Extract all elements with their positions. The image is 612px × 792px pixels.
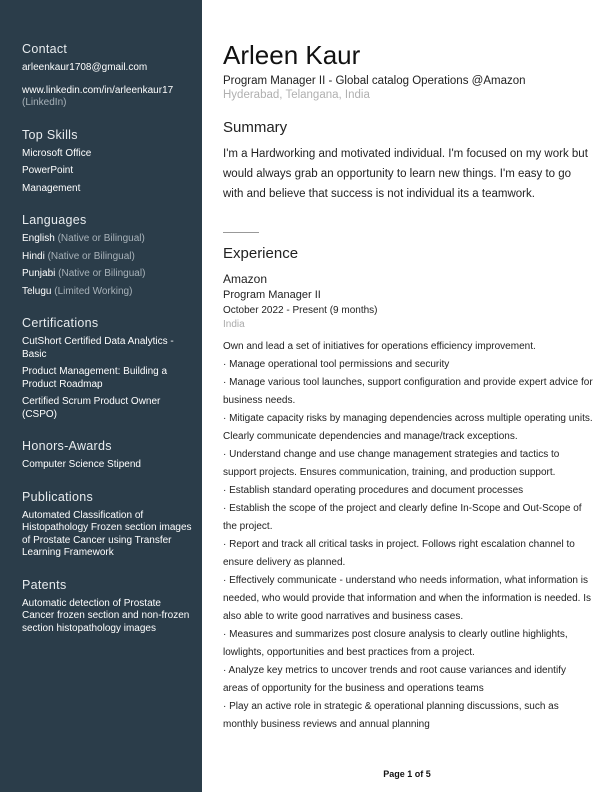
description-bullet: · Report and track all critical tasks in project. Follows right escalation channel to ensure delivery as planned.: [223, 539, 575, 568]
email-link[interactable]: arleenkaur1708@gmail.com: [22, 62, 148, 73]
certification-item: CutShort Certified Data Analytics - Basic: [22, 336, 174, 360]
linkedin-link[interactable]: www.linkedin.com/in/arleenkaur17: [22, 84, 174, 96]
certification-item: Product Management: Building a Product Roadmap: [22, 366, 168, 390]
description-bullet: · Understand change and use change management strategies and tactics to support projects. Ensures communication, training, and production support.: [223, 449, 560, 478]
description-line: Own and lead a set of initiatives for operations efficiency improvement.: [223, 341, 536, 352]
job-location: India: [223, 319, 245, 330]
experience-heading: Experience: [223, 245, 299, 262]
honor-item: Computer Science Stipend: [22, 459, 141, 470]
language-level: (Limited Working): [54, 285, 133, 297]
section-divider: [223, 232, 259, 233]
main-content: [223, 40, 593, 734]
honors-heading: Honors-Awards: [22, 439, 112, 453]
languages-section: [22, 213, 194, 298]
summary-text: I'm a Hardworking and motivated individual. I'm focused on my work but would always grab an opportunity to learn new things. I'm easy to go with and believe that success is not individual its a teamwork.: [223, 148, 588, 200]
description-bullet: · Play an active role in strategic & operational planning discussions, such as monthly business reviews and annual planning: [223, 701, 559, 730]
skill-item: Microsoft Office: [22, 147, 92, 159]
language-level: (Native or Bilingual): [57, 233, 145, 244]
contact-heading: Contact: [22, 42, 68, 56]
job-dates: October 2022 - Present (9 months): [223, 305, 378, 316]
sidebar: [0, 0, 202, 792]
patents-heading: Patents: [22, 577, 67, 592]
profile-headline: Program Manager II - Global catalog Operations @Amazon: [223, 75, 526, 87]
job-description: [223, 338, 593, 734]
description-bullet: · Establish standard operating procedures and document processes: [223, 485, 524, 496]
skill-item: Management: [22, 182, 81, 194]
language-item: [22, 286, 194, 299]
patent-item: Automatic detection of Prostate Cancer frozen section and non-frozen section histopathology images: [22, 597, 190, 634]
description-bullet: · Mitigate capacity risks by managing dependencies across multiple operating units. Clearly communicate dependencies and manage/track exceptions.: [223, 413, 593, 442]
publications-section: [22, 490, 194, 560]
certifications-section: [22, 316, 194, 421]
profile-name: Arleen Kaur: [223, 40, 361, 70]
page-number: Page 1 of 5: [383, 769, 431, 779]
description-bullet: · Measures and summarizes post closure analysis to clearly outline highlights, lowlights, opportunities and best practices from a project.: [223, 629, 568, 658]
profile-location: Hyderabad, Telangana, India: [223, 89, 370, 101]
description-bullet: · Manage operational tool permissions and security: [223, 359, 450, 370]
job-title: Program Manager II: [223, 289, 321, 301]
skills-heading: Top Skills: [22, 127, 78, 142]
language-level: (Native or Bilingual): [47, 250, 135, 262]
description-bullet: · Establish the scope of the project and clearly define In-Scope and Out-Scope of the project.: [223, 503, 582, 532]
language-name: Telugu: [22, 285, 52, 297]
language-item: [22, 268, 194, 281]
publication-item: Automated Classification of Histopathology Frozen section images of Prostate Cancer using Transfer Learning Framework: [22, 509, 192, 558]
honors-section: [22, 439, 194, 472]
job-company: Amazon: [223, 272, 268, 286]
summary-heading: Summary: [223, 119, 288, 136]
contact-section: [22, 42, 194, 110]
publications-heading: Publications: [22, 489, 94, 504]
linkedin-note: (LinkedIn): [22, 97, 67, 108]
description-bullet: · Analyze key metrics to uncover trends and root cause variances and identify areas of opportunity for the business and operations teams: [223, 665, 566, 694]
language-name: Hindi: [22, 250, 45, 262]
language-item: [22, 233, 194, 246]
patents-section: [22, 578, 194, 636]
description-bullet: · Manage various tool launches, support configuration and provide expert advice for business needs.: [223, 377, 593, 406]
language-item: [22, 251, 194, 264]
languages-heading: Languages: [22, 213, 87, 227]
language-name: English: [22, 233, 55, 244]
skills-section: [22, 128, 194, 196]
certification-item: Certified Scrum Product Owner (CSPO): [22, 396, 161, 420]
language-level: (Native or Bilingual): [58, 268, 146, 279]
skill-item: PowerPoint: [22, 165, 74, 176]
description-bullet: · Effectively communicate - understand who needs information, what information is needed, who would provide that information and when the information is needed. Is also able to write good narratives and business cases.: [223, 575, 592, 622]
certifications-heading: Certifications: [22, 316, 99, 330]
language-name: Punjabi: [22, 268, 56, 279]
